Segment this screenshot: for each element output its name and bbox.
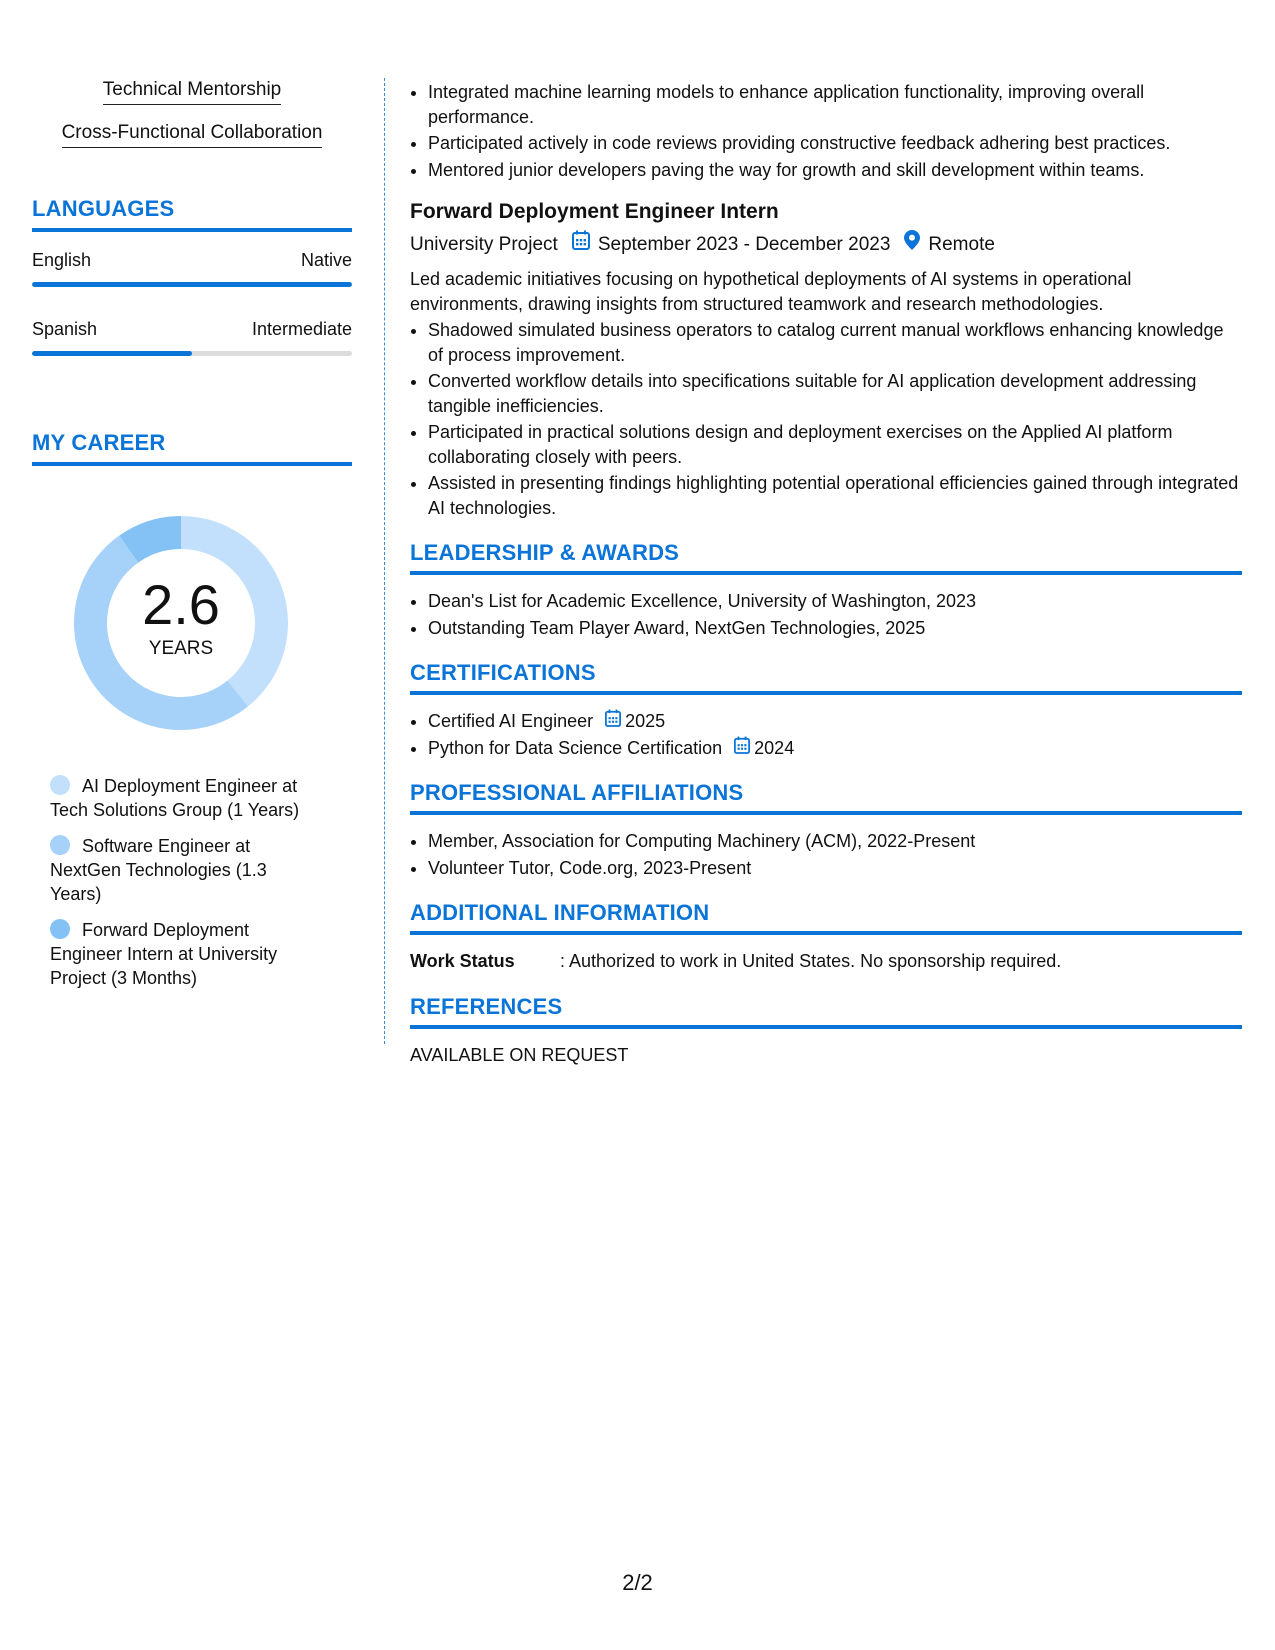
language-spanish [32,317,352,356]
career-donut-chart [66,508,296,738]
list-item: • Member, Association for Computing Machinery (ACM), 2022-Present [428,829,1242,854]
job-title: Forward Deployment Engineer Intern [410,200,779,223]
language-proficiency-fill [32,351,192,356]
career-heading: MY CAREER [32,430,352,466]
work-status-row [410,949,1242,974]
list-item: • Shadowed simulated business operators to catalog current manual workflows enhancing knowledge of process improvement. [428,318,1242,367]
career-legend [50,774,320,990]
list-item [428,709,1242,734]
awards-list [410,589,1242,640]
calendar-icon [734,736,750,761]
job-location: Remote [928,233,995,255]
legend-dot [50,835,70,855]
list-item: • Integrated machine learning models to enhance application functionality, improving overall performance. [428,80,1242,129]
list-item: • Converted workflow details into specifications suitable for AI application development addressing tangible inefficiencies. [428,369,1242,418]
certifications-list [410,709,1242,760]
language-name: Spanish [32,319,98,339]
map-pin-icon [904,230,920,259]
legend-label: Forward Deployment Engineer Intern at University Project (3 Months) [50,920,278,988]
certifications-heading: CERTIFICATIONS [410,660,1242,695]
skills-list [32,78,352,148]
legend-item [50,834,320,906]
career-total-unit: YEARS [148,638,214,659]
affiliations-heading: PROFESSIONAL AFFILIATIONS [410,780,1242,815]
prev-job-bullets [410,80,1242,182]
cert-year: 2025 [625,711,666,731]
legend-dot [50,919,70,939]
references-heading: REFERENCES [410,994,1242,1029]
references-text: AVAILABLE ON REQUEST [410,1044,629,1065]
list-item: • Participated in practical solutions design and deployment exercises on the Applied AI platform collaborating closely with peers. [428,420,1242,469]
work-status-label: Work Status [410,951,515,971]
job-summary: Led academic initiatives focusing on hypothetical deployments of AI systems in operational environments, drawing insights from structured teamwork and research methodologies. [410,269,1132,314]
affiliations-list [410,829,1242,880]
legend-dot [50,775,70,795]
job-meta [410,230,1242,259]
language-proficiency-bar [32,351,352,356]
page-number: 2/2 [622,1570,653,1595]
list-item: • Outstanding Team Player Award, NextGen Technologies, 2025 [428,616,1242,641]
job-bullets [410,318,1242,520]
language-level: Intermediate [251,319,352,339]
career-total-years: 2.6 [142,573,220,636]
job-company: University Project [410,233,558,255]
left-column [32,78,352,1002]
language-english [32,248,352,287]
skill-item: Technical Mentorship [103,78,281,105]
calendar-icon [572,230,590,259]
legend-label: Software Engineer at NextGen Technologies (1.3 Years) [50,836,267,904]
language-proficiency-fill [32,282,352,287]
career-donut-center [66,508,296,738]
list-item: • Volunteer Tutor, Code.org, 2023-Present [428,856,1242,881]
cert-name: • Python for Data Science Certification [428,737,723,758]
legend-item [50,774,320,822]
work-status-value: : Authorized to work in United States. No sponsorship required. [560,951,1062,971]
calendar-icon [605,709,621,734]
column-divider [384,78,385,1044]
list-item: • Dean's List for Academic Excellence, University of Washington, 2023 [428,589,1242,614]
language-name: English [32,250,92,270]
right-column [410,80,1242,1067]
legend-item [50,918,320,990]
languages-heading: LANGUAGES [32,196,352,232]
additional-info-heading: ADDITIONAL INFORMATION [410,900,1242,935]
list-item: • Mentored junior developers paving the way for growth and skill development within teams. [428,158,1242,183]
list-item [428,736,1242,761]
language-level: Native [300,250,352,270]
language-proficiency-bar [32,282,352,287]
legend-label: AI Deployment Engineer at Tech Solutions Group (1 Years) [50,776,300,820]
skill-item: Cross-Functional Collaboration [62,121,323,148]
cert-name: • Certified AI Engineer [428,711,594,731]
list-item: • Assisted in presenting findings highlighting potential operational efficiencies gained through integrated AI technologies. [428,471,1242,520]
awards-heading: LEADERSHIP & AWARDS [410,540,1242,575]
job-dates: September 2023 - December 2023 [597,233,891,255]
cert-year: 2024 [754,737,795,758]
list-item: • Participated actively in code reviews providing constructive feedback adhering best practices. [428,131,1242,156]
